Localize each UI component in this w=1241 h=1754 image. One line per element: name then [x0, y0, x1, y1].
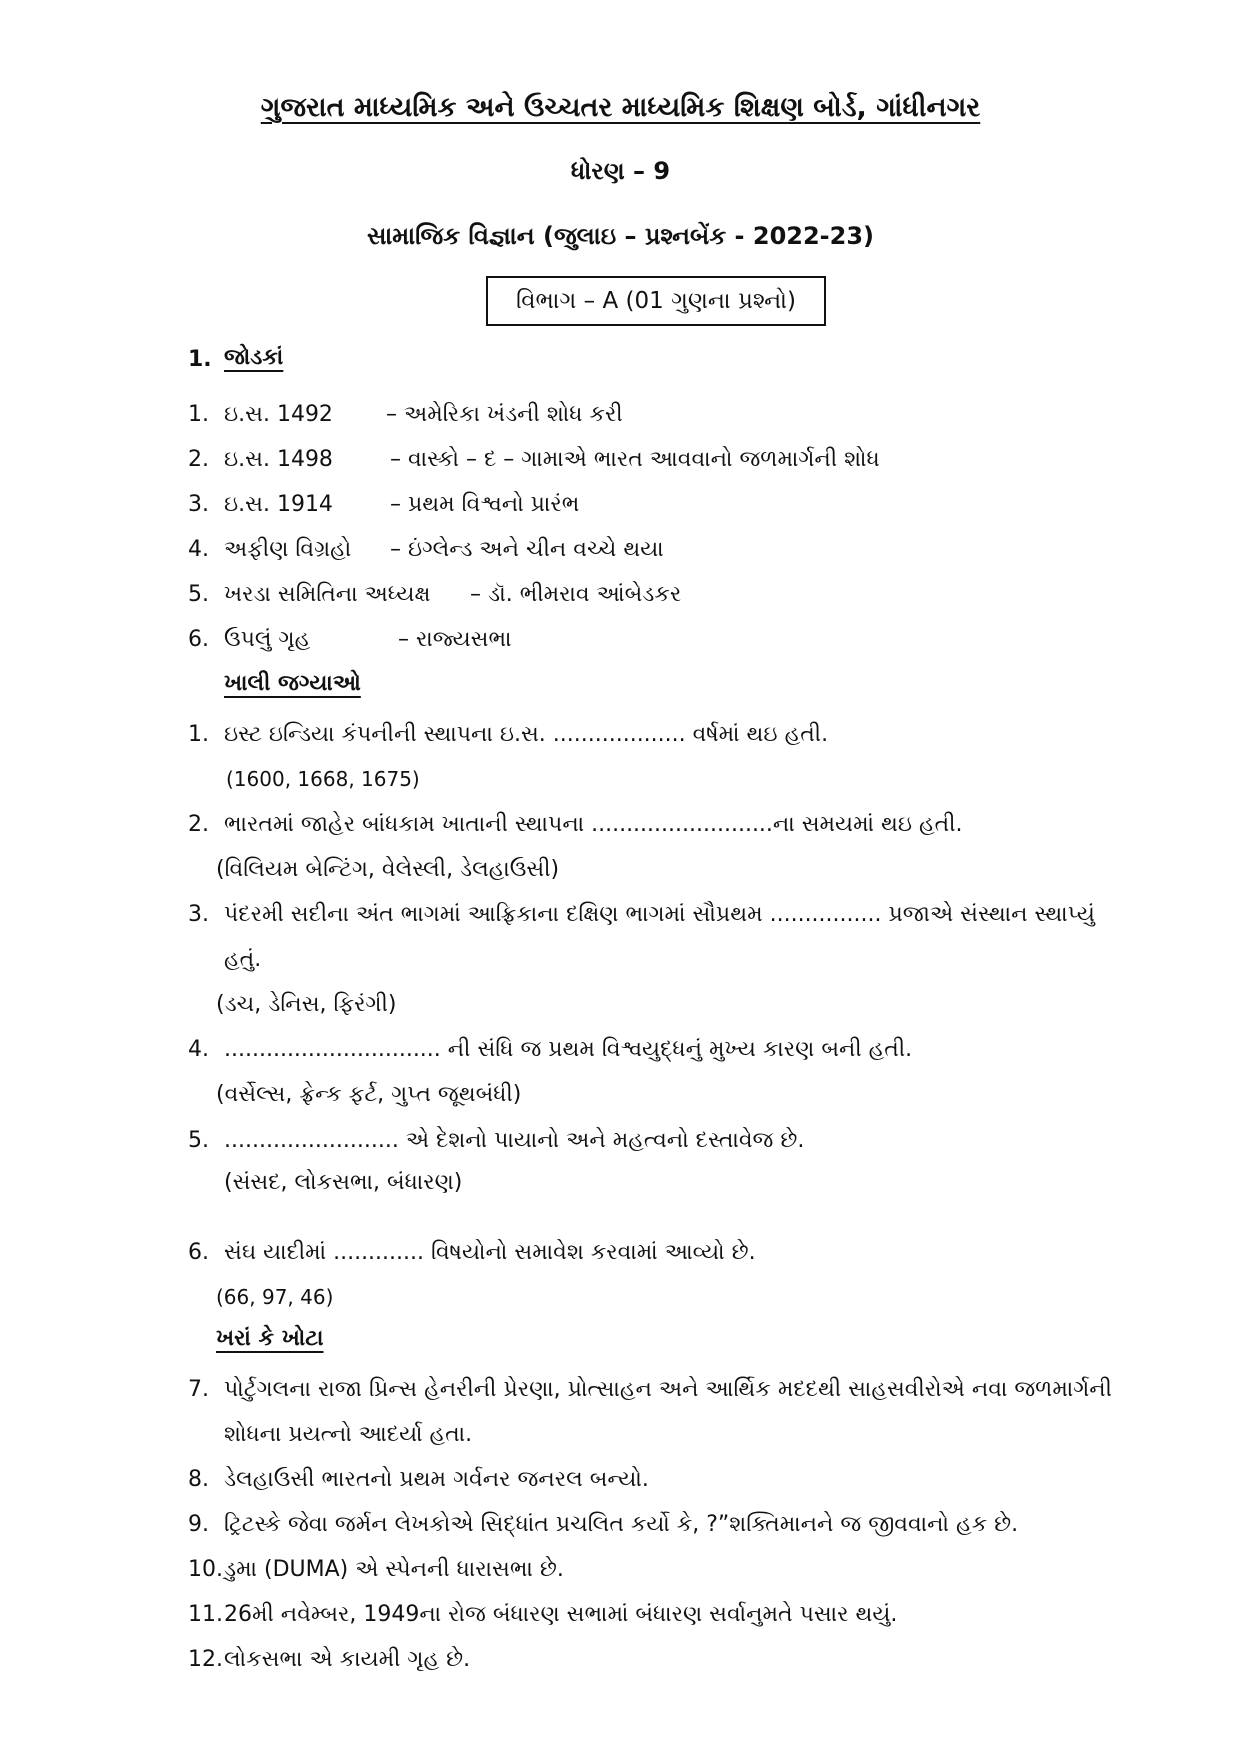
fill-blank-options: (વર્સેલ્સ, ફ્રેન્ક ફર્ટ, ગુપ્ત જૂથબંધી) — [216, 1082, 522, 1107]
subject-title: સામાજિક વિજ્ઞાન (જુલાઇ – પ્રશ્નબેંક - 2022-23) — [366, 222, 875, 250]
document-page: ગુજરાત માધ્યમિક અને ઉચ્ચતર માધ્યમિક શિક્ષણ બોર્ડ, ગાંધીનગર ધોરણ – 9 સામાજિક વિજ્ઞાન (જુલાઇ – પ્રશ્નબેંક - 2022-23) વિભાગ – A (01 ગુણના પ્રશ્નો) 1. જોડકાં 1. ઇ.સ. 1492 – અમેરિકા ખંડની શોધ કરી 2. ઇ.સ. 1498 – વાસ્કો – દ – ગામાએ ભારત આવવાનો જળમાર્ગની શોધ 3. ઇ.સ. 1914 – પ્રથમ વિશ્વનો પ્રારંભ 4. અફીણ વિગ્રહો – ઇંગ્લેન્ડ અને ચીન વચ્ચે થયા 5. ખરડા સમિતિના અધ્યક્ષ – ડૉ. ભીમરાવ આંબેડકર 6. ઉપલું ગૃહ – રાજ્યસભા ખાલી જગ્યાઓ 1. ઇસ્ટ ઇન્ડિયા કંપનીની સ્થાપના ઇ.સ. ................... વર્ષમાં થઇ હતી. (1600, 1668, 1675) 2. ભારતમાં જાહેર બાંધકામ ખાતાની સ્થાપના ..........................ના સમયમાં થઇ હતી. (વિલિયમ બેન્ટિંગ, વેલેસ્લી, ડેલહાઉસી) 3. પંદરમી સદીના અંત ભાગમાં આફ્રિકાના દક્ષિણ ભાગમાં સૌપ્રથમ ................ પ્રજાએ સંસ્થાન સ્થાપ્યું હતું. (ડચ, ડેનિસ, ફિરંગી) 4. ............................... ની સંધિ જ પ્રથમ વિશ્વયુદ્ધનું મુખ્ય કારણ બની હતી. (વર્સેલ્સ, ફ્રેન્ક ફર્ટ, ગુપ્ત જૂથબંધી) 5. ......................... એ દેશનો પાયાનો અને મહત્વનો દસ્તાવેજ છે. (સંસદ, લોકસભા, બંધારણ) 6. સંઘ યાદીમાં ............. વિષયોનો સમાવેશ કરવામાં આવ્યો છે. (66, 97, 46) ખરાં કે ખોટા 7. પોર્ટુગલના રાજા પ્રિન્સ હેનરીની પ્રેરણા, પ્રોત્સાહન અને આર્થિક મદદથી સાહસવીરોએ નવા જળમાર્ગની શોધના પ્રયત્નો આદર્યા હતા. 8. ડેલહાઉસી ભારતનો પ્રથમ ગર્વનર જનરલ બન્યો. 9. ટ્રિટસ્કે જેવા જર્મન લેખકોએ સિદ્ધાંત પ્રચલિત કર્યો કે, ?”શક્તિમાનને જ જીવવાનો હક છે. 10. ડુમા (DUMA) એ સ્પેનની ધારાસભા છે. 11. 26મી નવેમ્બર, 1949ના રોજ બંધારણ સભામાં બંધારણ સર્વાનુમતે પસાર થયું. 12. લોકસભા એ કાયમી ગૃહ છે. — [0, 0, 1241, 1754]
fill-blank-options: (વિલિયમ બેન્ટિંગ, વેલેસ્લી, ડેલહાઉસી) — [216, 857, 560, 882]
true-false-continuation: શોધના પ્રયત્નો આદર્યા હતા. — [224, 1422, 473, 1447]
fill-blank-options: (સંસદ, લોકસભા, બંધારણ) — [224, 1170, 463, 1195]
fill-blank-options: (1600, 1668, 1675) — [226, 767, 420, 791]
board-title — [0, 92, 1241, 124]
fill-blank-options: (66, 97, 46) — [216, 1285, 334, 1309]
fill-blanks-heading: ખાલી જગ્યાઓ — [224, 671, 361, 696]
fill-blank-options: (ડચ, ડેનિસ, ફિરંગી) — [216, 992, 397, 1017]
standard-title: ધોરણ – 9 — [570, 157, 671, 185]
section-box: વિભાગ – A (01 ગુણના પ્રશ્નો) — [486, 276, 826, 326]
fill-blank-continuation: હતું. — [224, 947, 262, 972]
board-title-text: ગુજરાત માધ્યમિક અને ઉચ્ચતર માધ્યમિક શિક્ષણ બોર્ડ, ગાંધીનગર — [260, 92, 981, 123]
matching-number: 1. — [188, 347, 212, 372]
true-false-heading: ખરાં કે ખોટા — [216, 1326, 324, 1351]
matching-heading: જોડકાં — [224, 345, 284, 370]
